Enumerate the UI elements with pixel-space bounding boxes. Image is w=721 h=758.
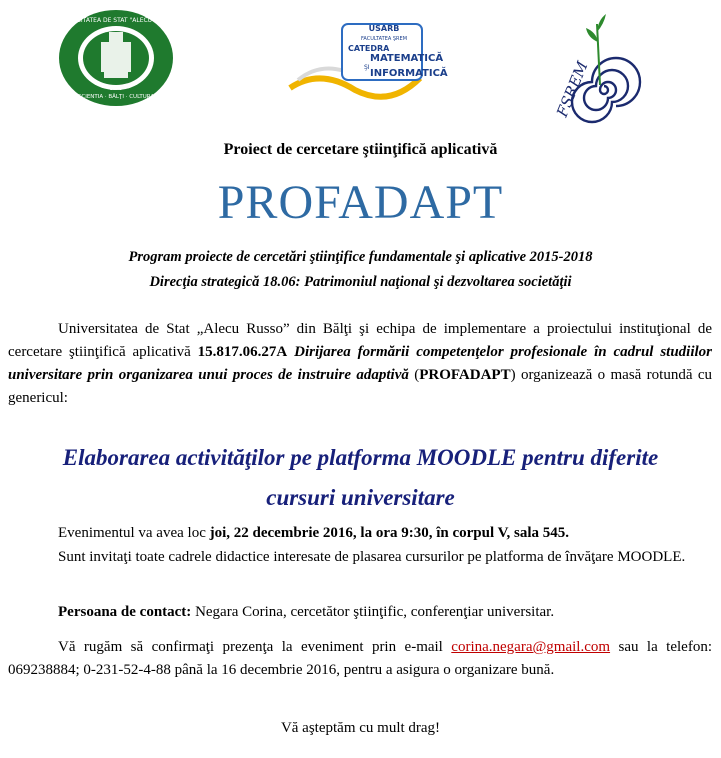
- invite-paragraph: Sunt invitaţi toate cadrele didactice interesate de plasarea cursurilor pe platforma de învăţare MOODLE.: [58, 549, 686, 565]
- logo-ring-text-top: UNIVERSITATEA DE STAT "ALECU RUSSO": [54, 17, 178, 24]
- intro-text-3: ) organizează o masă rotundă cu genericul:: [8, 367, 712, 406]
- event-paragraph: [8, 522, 712, 545]
- confirm-lead: Vă rugăm să confirmaţi prezenţa la eveniment prin e-mail: [58, 639, 452, 655]
- confirm-paragraph: [8, 636, 712, 682]
- logo-year: 1945: [109, 86, 123, 92]
- contact-paragraph: [8, 601, 712, 624]
- logo-ring-text-bottom: SCIENTIA · BĂLŢI · CULTURA: [77, 94, 155, 100]
- faculty-line4: INFORMATICĂ: [370, 68, 448, 79]
- intro-paragraph: [8, 318, 712, 410]
- project-title: Dirijarea formării competenţelor profesionale în cadrul studiilor universitare prin organizarea unui proces de instruire adaptivă: [8, 344, 713, 383]
- contact-label: Persoana de contact:: [58, 604, 192, 620]
- project-type: Proiect de cercetare ştiinţifică aplicativă: [223, 141, 498, 158]
- fsrem-text: FSREM: [553, 58, 592, 120]
- event-lead: Evenimentul va avea loc: [58, 525, 210, 541]
- direction-line: Direcţia strategică 18.06: Patrimoniul naţional şi dezvoltarea societăţii: [149, 274, 572, 290]
- intro-text-1: Universitatea de Stat „Alecu Russo” din Bălţi şi echipa de implementare a proiectului instituţional de cercetare ştiinţifică aplicativă: [8, 321, 712, 360]
- faculty-line1: CATEDRA: [348, 44, 390, 53]
- email-link[interactable]: corina.negara@gmail.com: [451, 639, 611, 655]
- project-code: 15.817.06.27A: [197, 344, 288, 360]
- faculty-line2: MATEMATICĂ: [370, 53, 444, 64]
- round-table-topic: Elaborarea activităţilor pe platforma MOODLE pentru diferite cursuri universitare: [62, 445, 659, 510]
- contact-value: Negara Corina, cercetător ştiinţific, conferenţiar universitar.: [191, 604, 555, 620]
- intro-text-2: (: [408, 367, 420, 383]
- faculty-top: USARB: [368, 24, 400, 33]
- project-name: PROFADAPT: [217, 176, 504, 229]
- university-logo: [54, 8, 178, 108]
- faculty-line3: ŞI: [364, 64, 370, 71]
- closing-line: Vă aşteptăm cu mult drag!: [280, 720, 441, 736]
- program-line: Program proiecte de cercetări ştiinţifice fundamentale şi aplicative 2015-2018: [128, 249, 593, 265]
- faculty-sub: FACULTATEA ŞREM: [360, 36, 408, 42]
- event-details: joi, 22 decembrie 2016, la ora 9:30, în corpul V, sala 545.: [209, 525, 570, 541]
- faculty-logo: [280, 18, 448, 110]
- fsrem-logo: [552, 10, 642, 125]
- project-acronym: PROFADAPT: [419, 367, 511, 383]
- confirm-tail: sau la telefon: 069238884; 0-231-52-4-88 până la 16 decembrie 2016, pentru a asigura o organizare bună.: [8, 639, 712, 678]
